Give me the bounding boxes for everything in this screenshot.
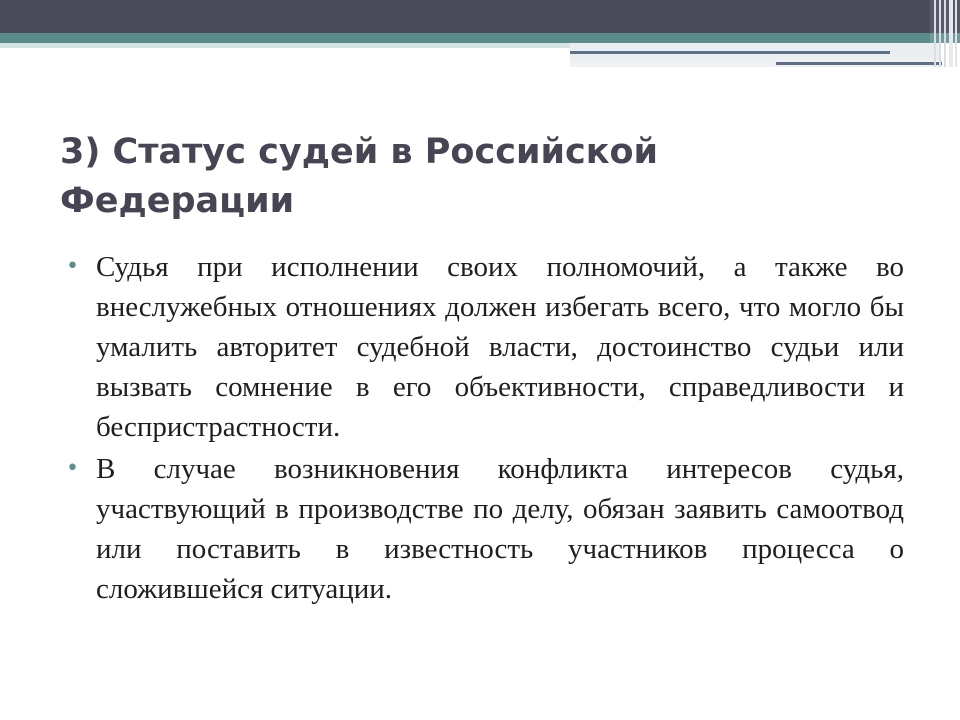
- header-vertical-rule: [944, 0, 946, 67]
- header-teal-band: [0, 33, 930, 43]
- bullet-item: [66, 247, 904, 447]
- header-vertical-rule: [949, 0, 953, 67]
- bullet-text: В случае возникновения конфликта интересов судья, участвующий в производстве по делу, обязан заявить самоотвод или поставить в известность участников процесса о сложившейся ситуации.: [96, 453, 904, 605]
- bullet-text: Судья при исполнении своих полномочий, а также во внеслужебных отношениях должен избегать всего, что могло бы умалить авторитет судебной власти, достоинство судьи или вызвать сомнение в его объективности, справедливости и беспристрастности.: [96, 251, 904, 443]
- bullet-list: [66, 247, 904, 611]
- header-accent-line: [570, 51, 890, 54]
- header-dark-band: [0, 0, 930, 33]
- bullet-icon: •: [66, 456, 79, 481]
- bullet-item: [66, 449, 904, 609]
- header-pale-stripe: [0, 43, 570, 48]
- header-vertical-rule: [955, 0, 957, 67]
- slide-title: 3) Статус судей в Российской Федерации: [60, 132, 659, 221]
- header-accent-line-short: [776, 62, 942, 65]
- header-vertical-rule: [934, 0, 936, 67]
- header-vertical-rule: [939, 0, 941, 67]
- bullet-icon: •: [66, 254, 79, 279]
